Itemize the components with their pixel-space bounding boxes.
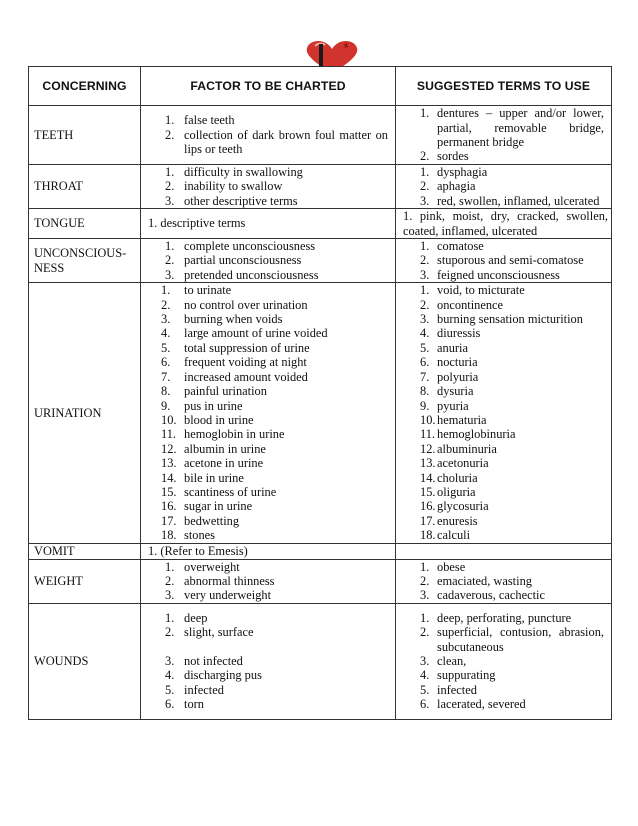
factor-item — [144, 611, 392, 625]
term-item — [399, 268, 608, 282]
term-item — [399, 341, 608, 355]
factor-number: 6. — [165, 697, 175, 712]
term-number: 17. — [420, 513, 436, 528]
term-item — [399, 514, 608, 528]
term-number: 10. — [420, 412, 436, 427]
term-number: 3. — [420, 654, 430, 669]
factor-item — [144, 697, 392, 711]
factor-text: scantiness of urine — [184, 484, 277, 499]
term-text: diuressis — [437, 326, 481, 341]
term-item — [399, 697, 608, 711]
term-number: 9. — [420, 398, 430, 413]
factor-item — [144, 625, 392, 639]
term-text: dentures – upper and/or lower, partial, removable bridge, permanent bridge — [437, 106, 604, 149]
factor-text: no control over urination — [184, 297, 308, 312]
term-number: 11. — [420, 427, 436, 442]
factor-list — [144, 113, 392, 156]
term-text: aphagia — [437, 179, 476, 194]
term-item — [399, 370, 608, 384]
factor-item — [144, 384, 392, 398]
term-item — [399, 499, 608, 513]
factor-number: 4. — [161, 326, 171, 341]
factor-list — [144, 165, 392, 208]
term-number: 18. — [420, 528, 436, 543]
term-number: 14. — [420, 470, 436, 485]
factor-text: infected — [184, 682, 224, 697]
term-number: 2. — [420, 253, 430, 268]
term-text: calculi — [437, 528, 471, 543]
factor-item — [144, 485, 392, 499]
term-list — [399, 106, 608, 164]
term-number: 3. — [420, 312, 430, 327]
table-row — [29, 106, 612, 165]
term-item — [399, 625, 608, 654]
term-text: glycosuria — [437, 499, 489, 514]
factor-item — [144, 239, 392, 253]
factor-item — [144, 654, 392, 668]
term-item — [399, 588, 608, 602]
term-list — [399, 165, 608, 208]
term-text: emaciated, wasting — [437, 573, 532, 588]
factor-number: 3. — [165, 588, 175, 603]
terms-cell — [396, 239, 612, 283]
factor-number: 10. — [161, 412, 177, 427]
terms-cell — [396, 543, 612, 559]
term-number: 3. — [420, 193, 430, 208]
term-item — [399, 106, 608, 149]
factor-list — [144, 239, 392, 282]
term-list — [399, 560, 608, 603]
factor-text: to urinate — [184, 283, 232, 298]
factor-number: 5. — [161, 340, 171, 355]
factor-text: slight, surface — [184, 625, 254, 640]
factor-item — [144, 683, 392, 697]
term-text: suppurating — [437, 668, 496, 683]
factor-number: 1. — [165, 610, 175, 625]
term-number: 15. — [420, 484, 436, 499]
factor-text: painful urination — [184, 384, 267, 399]
term-text: red, swollen, inflamed, ulcerated — [437, 193, 600, 208]
term-item — [399, 239, 608, 253]
header-terms: SUGGESTED TERMS TO USE — [396, 67, 612, 106]
factor-text: overweight — [184, 559, 240, 574]
concerning-cell: TONGUE — [29, 209, 141, 239]
factor-text: albumin in urine — [184, 441, 266, 456]
factor-number: 3. — [161, 312, 171, 327]
factor-item — [144, 268, 392, 282]
factor-number: 7. — [161, 369, 171, 384]
term-item — [399, 194, 608, 208]
term-number: 16. — [420, 499, 436, 514]
table-row — [29, 603, 612, 719]
term-list — [399, 239, 608, 282]
term-text: cadaverous, cachectic — [437, 588, 546, 603]
factor-text: pus in urine — [184, 398, 243, 413]
factor-cell — [141, 165, 396, 209]
term-number: 1. — [420, 283, 430, 298]
term-number: 5. — [420, 340, 430, 355]
factor-number: 15. — [161, 484, 177, 499]
term-number: 6. — [420, 697, 430, 712]
factor-text: bedwetting — [184, 513, 240, 528]
factor-cell — [141, 559, 396, 603]
factor-text: discharging pus — [184, 668, 262, 683]
factor-item — [144, 514, 392, 528]
factor-item — [144, 427, 392, 441]
factor-text: collection of dark brown foul matter on lips or teeth — [184, 127, 388, 157]
factor-number: 2. — [165, 625, 175, 640]
term-text: polyuria — [437, 369, 479, 384]
term-number: 4. — [420, 326, 430, 341]
term-text: clean, — [437, 654, 467, 669]
term-item — [399, 179, 608, 193]
term-item — [399, 298, 608, 312]
factor-text: inability to swallow — [184, 179, 283, 194]
concerning-cell: THROAT — [29, 165, 141, 209]
factor-number: 6. — [161, 355, 171, 370]
factor-item — [144, 588, 392, 602]
term-item — [399, 471, 608, 485]
term-item — [399, 427, 608, 441]
term-number: 12. — [420, 441, 436, 456]
factor-text: bile in urine — [184, 470, 244, 485]
term-number: 1. — [420, 559, 430, 574]
concerning-cell: VOMIT — [29, 543, 141, 559]
term-text: pyuria — [437, 398, 469, 413]
factor-item — [144, 442, 392, 456]
factor-text: other descriptive terms — [184, 193, 298, 208]
factor-cell — [141, 283, 396, 543]
factor-item — [144, 312, 392, 326]
term-number: 3. — [420, 267, 430, 282]
factor-text: burning when voids — [184, 312, 283, 327]
table-row — [29, 543, 612, 559]
factor-item — [144, 326, 392, 340]
factor-item — [144, 298, 392, 312]
term-text: anuria — [437, 340, 468, 355]
factor-number: 3. — [165, 193, 175, 208]
factor-item — [144, 128, 392, 157]
factor-number: 2. — [161, 297, 171, 312]
factor-item — [144, 355, 392, 369]
factor-text: stones — [184, 528, 215, 543]
factor-cell — [141, 239, 396, 283]
term-text: burning sensation micturition — [437, 312, 583, 327]
term-number: 1. — [420, 610, 430, 625]
term-item — [399, 654, 608, 668]
factor-text: frequent voiding at night — [184, 355, 307, 370]
table-row — [29, 165, 612, 209]
table-row — [29, 559, 612, 603]
term-text: acetonuria — [437, 456, 489, 471]
term-item — [399, 683, 608, 697]
factor-list — [144, 611, 392, 712]
factor-text: acetone in urine — [184, 456, 264, 471]
concerning-cell: WOUNDS — [29, 603, 141, 719]
charting-terms-table — [28, 66, 612, 720]
term-text: enuresis — [437, 513, 478, 528]
term-number: 2. — [420, 149, 430, 164]
factor-item — [144, 528, 392, 542]
term-number: 7. — [420, 369, 430, 384]
factor-text: not infected — [184, 654, 243, 669]
factor-text: 1. (Refer to Emesis) — [148, 543, 248, 558]
term-item — [399, 442, 608, 456]
term-item — [399, 399, 608, 413]
factor-item — [144, 574, 392, 588]
factor-number: 1. — [161, 283, 171, 298]
factor-item — [144, 113, 392, 127]
term-item — [399, 574, 608, 588]
factor-number: 17. — [161, 513, 177, 528]
factor-number: 2. — [165, 127, 175, 142]
term-item — [399, 456, 608, 470]
term-text: comatose — [437, 239, 484, 254]
concerning-cell: UNCONSCIOUS- NESS — [29, 239, 141, 283]
factor-number: 11. — [161, 427, 177, 442]
terms-cell — [396, 283, 612, 543]
term-item — [399, 611, 608, 625]
term-number: 6. — [420, 355, 430, 370]
term-number: 2. — [420, 625, 430, 640]
term-text: dysphagia — [437, 165, 488, 179]
term-number: 1. — [420, 239, 430, 254]
factor-number: 5. — [165, 682, 175, 697]
term-item — [399, 253, 608, 267]
factor-item — [144, 499, 392, 513]
term-item — [399, 413, 608, 427]
terms-cell — [396, 559, 612, 603]
term-item — [399, 283, 608, 297]
term-text: void, to micturate — [437, 283, 525, 298]
term-number: 1. — [420, 165, 430, 179]
factor-text: difficulty in swallowing — [184, 165, 303, 179]
term-text: dysuria — [437, 384, 474, 399]
factor-item — [144, 283, 392, 297]
factor-cell — [141, 543, 396, 559]
factor-list — [144, 560, 392, 603]
term-item — [399, 560, 608, 574]
factor-number: 13. — [161, 456, 177, 471]
term-list — [399, 283, 608, 542]
term-text: feigned unconsciousness — [437, 267, 560, 282]
factor-number: 1. — [165, 239, 175, 254]
term-item — [399, 355, 608, 369]
term-text: hemoglobinuria — [437, 427, 516, 442]
header-concerning: CONCERNING — [29, 67, 141, 106]
table-header-row — [29, 67, 612, 106]
factor-text: partial unconsciousness — [184, 253, 302, 268]
factor-number: 18. — [161, 528, 177, 543]
factor-item — [144, 370, 392, 384]
factor-item — [144, 640, 392, 654]
term-text: obese — [437, 559, 466, 574]
term-number: 2. — [420, 297, 430, 312]
factor-number: 1. — [165, 559, 175, 574]
term-number: 8. — [420, 384, 430, 399]
factor-item — [144, 194, 392, 208]
factor-text: pretended unconsciousness — [184, 267, 319, 282]
term-text: choluria — [437, 470, 478, 485]
factor-number: 12. — [161, 441, 177, 456]
term-number: 4. — [420, 668, 430, 683]
factor-number: 3. — [165, 654, 175, 669]
factor-text: 1. descriptive terms — [148, 216, 246, 231]
terms-cell — [396, 165, 612, 209]
factor-number: 14. — [161, 470, 177, 485]
terms-cell — [396, 209, 612, 239]
factor-item — [144, 399, 392, 413]
term-text: albuminuria — [437, 441, 497, 456]
factor-number: 4. — [165, 668, 175, 683]
term-number: 3. — [420, 588, 430, 603]
concerning-cell: URINATION — [29, 283, 141, 543]
factor-text: increased amount voided — [184, 369, 308, 384]
term-number: 2. — [420, 179, 430, 194]
term-text: stuporous and semi-comatose — [437, 253, 584, 268]
concerning-cell: WEIGHT — [29, 559, 141, 603]
factor-text: complete unconsciousness — [184, 239, 316, 254]
term-text: sordes — [437, 149, 469, 164]
factor-text: total suppression of urine — [184, 340, 310, 355]
factor-list — [144, 283, 392, 542]
factor-text: deep — [184, 610, 208, 625]
term-list — [399, 611, 608, 712]
factor-text: sugar in urine — [184, 499, 253, 514]
factor-number: 16. — [161, 499, 177, 514]
term-text: oliguria — [437, 484, 476, 499]
factor-number: 9. — [161, 398, 171, 413]
term-text: nocturia — [437, 355, 478, 370]
factor-number: 2. — [165, 253, 175, 268]
term-number: 2. — [420, 573, 430, 588]
term-number: 5. — [420, 682, 430, 697]
table-row — [29, 239, 612, 283]
factor-item — [144, 253, 392, 267]
term-text: oncontinence — [437, 297, 504, 312]
term-item — [399, 326, 608, 340]
factor-text: torn — [184, 697, 204, 712]
factor-item — [144, 165, 392, 179]
term-item — [399, 668, 608, 682]
factor-text: large amount of urine voided — [184, 326, 328, 341]
factor-text: false teeth — [184, 113, 235, 128]
factor-item — [144, 413, 392, 427]
term-text: hematuria — [437, 412, 487, 427]
factor-cell — [141, 603, 396, 719]
table-row — [29, 209, 612, 239]
term-item — [399, 165, 608, 179]
factor-text: blood in urine — [184, 412, 254, 427]
term-text: infected — [437, 682, 477, 697]
factor-item — [144, 179, 392, 193]
terms-cell — [396, 603, 612, 719]
factor-item — [144, 341, 392, 355]
factor-number: 3. — [165, 267, 175, 282]
term-item — [399, 312, 608, 326]
factor-number: 1. — [165, 165, 175, 179]
term-item — [399, 485, 608, 499]
term-item — [399, 528, 608, 542]
heart-logo-icon — [303, 40, 361, 66]
factor-number: 1. — [165, 113, 175, 128]
factor-item — [144, 560, 392, 574]
term-text: lacerated, severed — [437, 697, 526, 712]
term-item — [399, 384, 608, 398]
factor-text: abnormal thinness — [184, 573, 275, 588]
header-factor: FACTOR TO BE CHARTED — [141, 67, 396, 106]
term-text: deep, perforating, puncture — [437, 610, 572, 625]
factor-number: 2. — [165, 573, 175, 588]
term-item — [399, 149, 608, 163]
term-text: superficial, contusion, abrasion, subcutaneous — [437, 625, 604, 654]
factor-item — [144, 456, 392, 470]
factor-item — [144, 668, 392, 682]
factor-number: 2. — [165, 179, 175, 194]
term-number: 1. — [420, 106, 430, 121]
term-text: 1. pink, moist, dry, cracked, swollen, coated, inflamed, ulcerated — [403, 209, 608, 238]
factor-item — [144, 471, 392, 485]
factor-text: hemoglobin in urine — [184, 427, 285, 442]
term-number: 13. — [420, 456, 436, 471]
factor-cell — [141, 106, 396, 165]
terms-cell — [396, 106, 612, 165]
concerning-cell: TEETH — [29, 106, 141, 165]
factor-number: 8. — [161, 384, 171, 399]
factor-cell — [141, 209, 396, 239]
factor-text: very underweight — [184, 588, 272, 603]
table-row — [29, 283, 612, 543]
